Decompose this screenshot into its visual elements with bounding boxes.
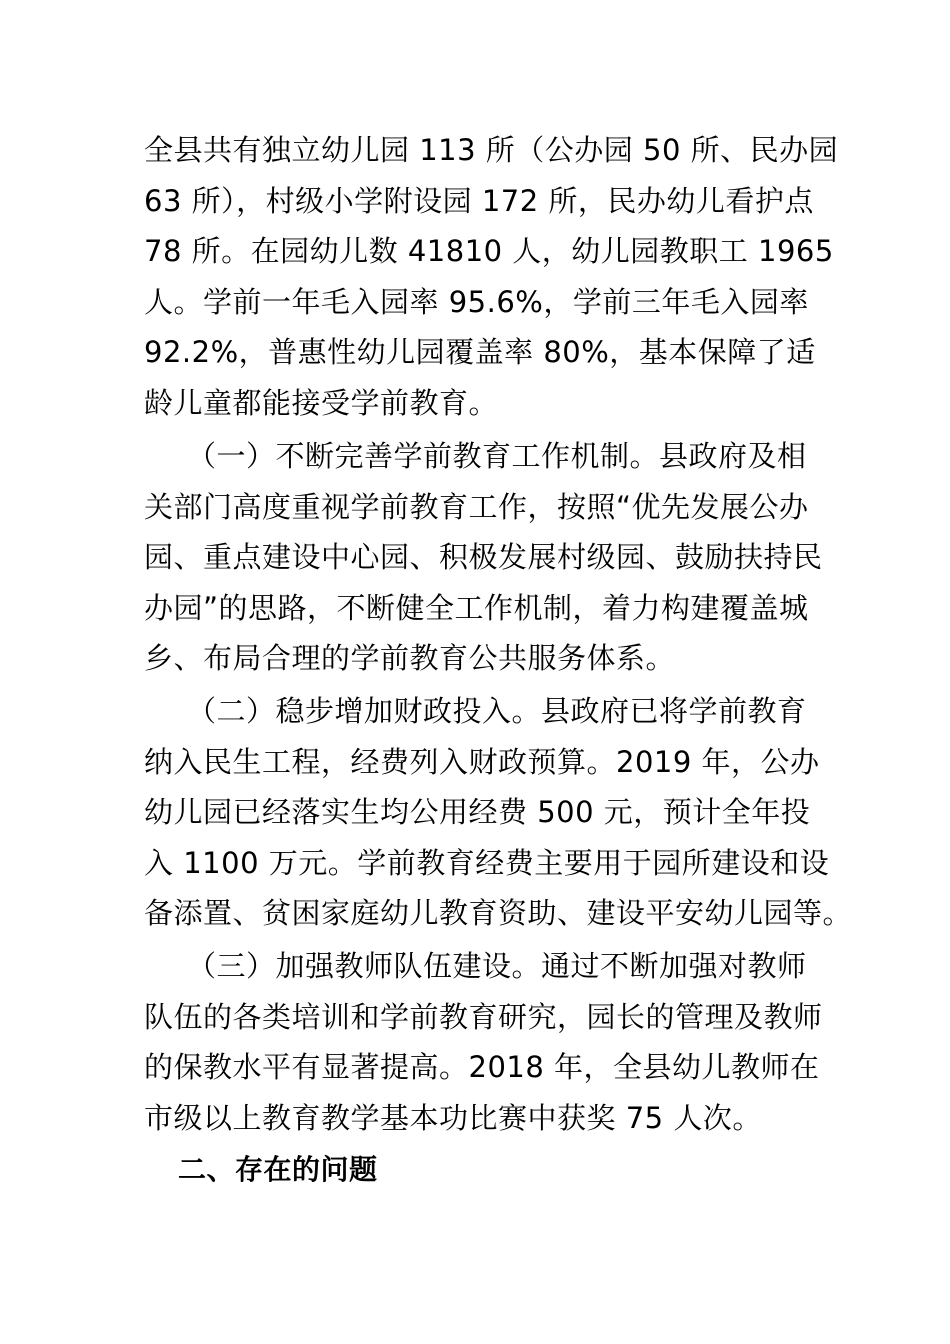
- text-line: 全县共有独立幼儿园 113 所（公办园 50 所、民办园: [144, 133, 839, 167]
- paragraph-3-first-line: （三）加强教师队伍建设。通过不断加强对教师: [187, 949, 807, 983]
- paragraph-2-first-line: （二）稳步增加财政投入。县政府已将学前教育: [187, 694, 807, 728]
- text-line: 办园”的思路，不断健全工作机制，着力构建覆盖城: [144, 591, 809, 625]
- text-line: 63 所），村级小学附设园 172 所，民办幼儿看护点: [144, 184, 814, 218]
- text-line: 纳入民生工程，经费列入财政预算。2019 年，公办: [144, 745, 820, 779]
- text-line: 市级以上教育教学基本功比赛中获奖 75 人次。: [144, 1101, 762, 1135]
- text-line: 备添置、贫困家庭幼儿教育资助、建设平安幼儿园等。: [144, 896, 853, 930]
- text-line: 的保教水平有显著提高。2018 年，全县幼儿教师在: [144, 1050, 820, 1084]
- text-line: 人。学前一年毛入园率 95.6%，学前三年毛入园率: [144, 285, 809, 319]
- text-line: 92.2%，普惠性幼儿园覆盖率 80%，基本保障了适: [144, 335, 816, 369]
- text-line: 幼儿园已经落实生均公用经费 500 元，预计全年投: [144, 795, 811, 829]
- section-heading: 二、存在的问题: [178, 1153, 378, 1186]
- text-line: 78 所。在园幼儿数 41810 人，幼儿园教职工 1965: [144, 234, 834, 268]
- paragraph-1-first-line: （一）不断完善学前教育工作机制。县政府及相: [187, 439, 807, 473]
- text-line: 入 1100 万元。学前教育经费主要用于园所建设和设: [144, 846, 830, 880]
- text-line: 龄儿童都能接受学前教育。: [144, 386, 499, 420]
- text-line: 乡、布局合理的学前教育公共服务体系。: [144, 641, 676, 675]
- text-line: 园、重点建设中心园、积极发展村级园、鼓励扶持民: [144, 540, 823, 574]
- text-line: 关部门高度重视学前教育工作，按照“优先发展公办: [144, 490, 809, 524]
- text-line: 队伍的各类培训和学前教育研究，园长的管理及教师: [144, 1000, 823, 1034]
